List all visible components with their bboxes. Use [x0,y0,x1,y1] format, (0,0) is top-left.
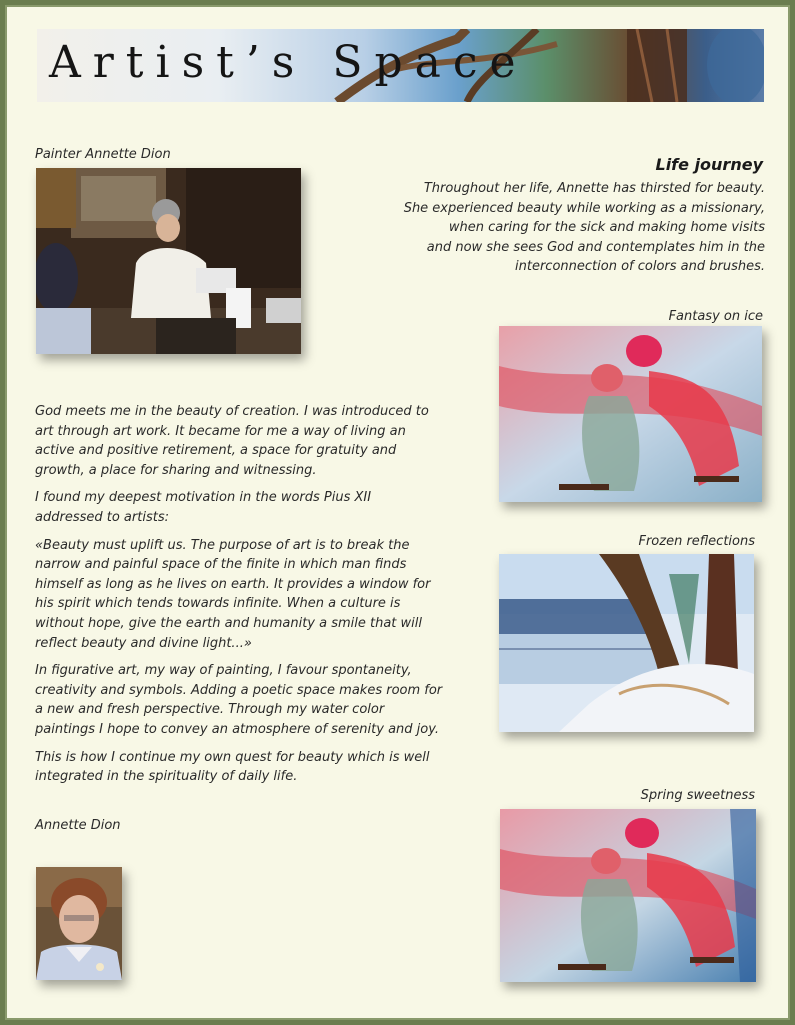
statement-line: active and positive retirement, a space for gratuity and [35,443,397,459]
painting-fantasy-on-ice [499,326,762,502]
painter-photo [36,168,301,354]
life-journey-line: Throughout her life, Annette has thirsted for beauty. [423,181,765,196]
painting-caption: Spring sweetness [640,788,755,803]
painting-spring-sweetness [500,809,756,982]
statement-paragraph [35,488,450,527]
painting-caption: Frozen reflections [638,534,755,549]
statement-line: without hope, give the earth and humanity a smile that will [35,615,423,631]
painter-photo-caption: Painter Annette Dion [35,147,171,162]
statement-line: himself as long as he lives on earth. It provides a window for [35,576,431,592]
statement-line: paintings I hope to convey an atmosphere of serenity and joy. [35,721,440,737]
banner-title: Artist’s Space [49,37,528,88]
painting-frozen-reflections [499,554,754,732]
life-journey-line: She experienced beauty while working as a missionary, [403,200,765,216]
statement-quote [35,536,450,654]
statement-line: This is how I continue my own quest for beauty which is well [35,749,430,765]
life-journey-line: when caring for the sick and making home visits [448,220,765,236]
statement-line: addressed to artists: [35,509,169,525]
artist-statement [35,402,450,795]
life-journey-line: and now she sees God and contemplates him in the [426,239,765,255]
statement-line: reflect beauty and divine light...» [35,635,252,651]
life-journey-title: Life journey [655,155,763,174]
statement-line: I found my deepest motivation in the words Pius XII [35,490,372,506]
statement-paragraph [35,748,450,787]
statement-line: integrated in the spirituality of daily life. [35,769,298,785]
statement-line: In figurative art, my way of painting, I favour spontaneity, [35,663,412,679]
statement-line: God meets me in the beauty of creation. I was introduced to [35,404,429,419]
page [5,5,790,1020]
life-journey-line: interconnection of colors and brushes. [515,259,765,275]
statement-line: art through art work. It became for me a way of living an [35,423,406,439]
statement-paragraph [35,402,450,480]
statement-line: growth, a place for sharing and witnessing. [35,462,317,478]
statement-line: creativity and symbols. Adding a poetic space makes room for [35,682,443,698]
statement-paragraph [35,661,450,739]
portrait-caption: Annette Dion [35,818,121,833]
statement-line: a new and fresh perspective. Through my water color [35,702,385,718]
life-journey-text [345,179,765,277]
painting-caption: Fantasy on ice [668,309,763,324]
header-banner [37,29,764,102]
statement-line: narrow and painful space of the finite in which man finds [35,557,407,573]
portrait-photo [36,867,122,980]
statement-line: his spirit which tends towards infinite. When a culture is [35,596,401,612]
statement-line: «Beauty must uplift us. The purpose of art is to break the [35,537,410,553]
